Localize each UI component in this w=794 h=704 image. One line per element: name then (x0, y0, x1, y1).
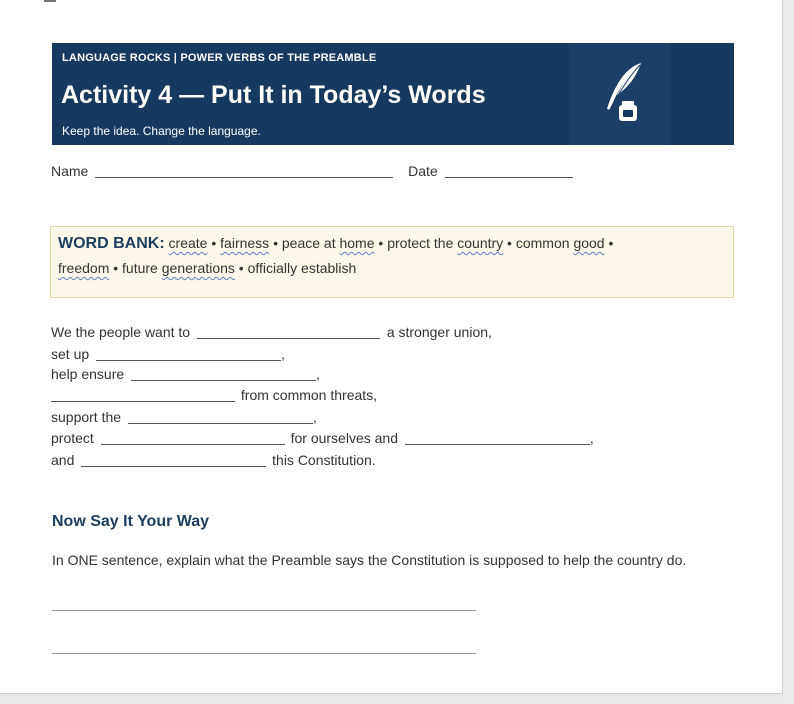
word-bank-label: WORD BANK: (58, 235, 165, 252)
word-bank (50, 226, 734, 298)
word-bank-term: freedom (58, 260, 110, 276)
word-bank-term: peace at (281, 235, 340, 251)
fill-line-5 (51, 409, 317, 425)
word-bank-term: home (339, 235, 375, 251)
fill-text: for ourselves and (290, 430, 398, 446)
fill-blank[interactable] (51, 387, 235, 402)
fill-blank[interactable] (128, 409, 313, 424)
word-bank-term: good (573, 235, 605, 251)
word-bank-line-1 (58, 235, 613, 253)
word-bank-terms-1 (169, 235, 614, 251)
fill-text: We the people want to (51, 324, 191, 340)
word-bank-term: • (109, 260, 123, 276)
fill-blank[interactable] (197, 324, 380, 339)
date-blank[interactable] (445, 163, 573, 178)
fill-text: , (589, 430, 594, 446)
word-bank-term: • (604, 235, 614, 251)
page-title: Activity 4 — Put It in Today’s Words (61, 81, 486, 109)
word-bank-term: country (457, 235, 504, 251)
fill-text: set up (51, 346, 90, 362)
fill-text: a stronger union, (386, 324, 492, 340)
fill-line-7 (51, 452, 376, 468)
fill-line-3 (51, 366, 320, 382)
fill-line-4 (51, 387, 377, 403)
word-bank-term: • (374, 235, 388, 251)
fill-text: , (316, 366, 320, 382)
fill-blank[interactable] (96, 346, 281, 361)
word-bank-term: • (207, 235, 221, 251)
fill-blank[interactable] (81, 452, 266, 467)
fill-line-1 (51, 324, 492, 340)
word-bank-term: generations (161, 260, 235, 276)
fill-text: , (312, 409, 317, 425)
name-date-row (51, 163, 573, 179)
fill-line-6 (51, 430, 594, 446)
fill-text: protect (51, 430, 94, 446)
fill-text: this Constitution. (272, 452, 376, 468)
fill-text: help ensure (51, 366, 125, 382)
word-bank-term: • (503, 235, 516, 251)
word-bank-term: • (269, 235, 282, 251)
scroll-gutter[interactable] (784, 0, 794, 704)
corner-mark (44, 0, 56, 2)
word-bank-term: • (234, 260, 248, 276)
fill-blank[interactable] (101, 430, 285, 445)
fill-line-2 (51, 346, 285, 362)
word-bank-term: future (122, 260, 162, 276)
name-label: Name (51, 163, 89, 179)
header-subtitle: Keep the idea. Change the language. (62, 124, 261, 138)
word-bank-term: protect the (387, 235, 458, 251)
fill-blank[interactable] (131, 366, 316, 381)
date-label: Date (408, 163, 438, 179)
fill-text: , (281, 346, 285, 362)
icon-panel (569, 43, 670, 145)
section-heading: Now Say It Your Way (52, 513, 210, 530)
fill-text: from common threats, (240, 387, 378, 403)
header-banner (52, 43, 734, 145)
fill-text: support the (51, 409, 122, 425)
name-blank[interactable] (95, 163, 393, 178)
answer-line-1[interactable] (52, 610, 476, 611)
header-kicker: LANGUAGE ROCKS | POWER VERBS OF THE PREAMBLE (62, 52, 377, 64)
quill-ink-icon (597, 61, 647, 125)
word-bank-term: common (515, 235, 574, 251)
word-bank-term: fairness (220, 235, 270, 251)
word-bank-term: officially establish (247, 260, 357, 276)
word-bank-line-2 (58, 260, 356, 276)
fill-blank[interactable] (405, 430, 590, 445)
word-bank-term: create (168, 235, 208, 251)
answer-line-2[interactable] (52, 653, 476, 654)
instruction-text: In ONE sentence, explain what the Preamble says the Constitution is supposed to help the country do. (52, 552, 687, 568)
fill-text: and (51, 452, 75, 468)
